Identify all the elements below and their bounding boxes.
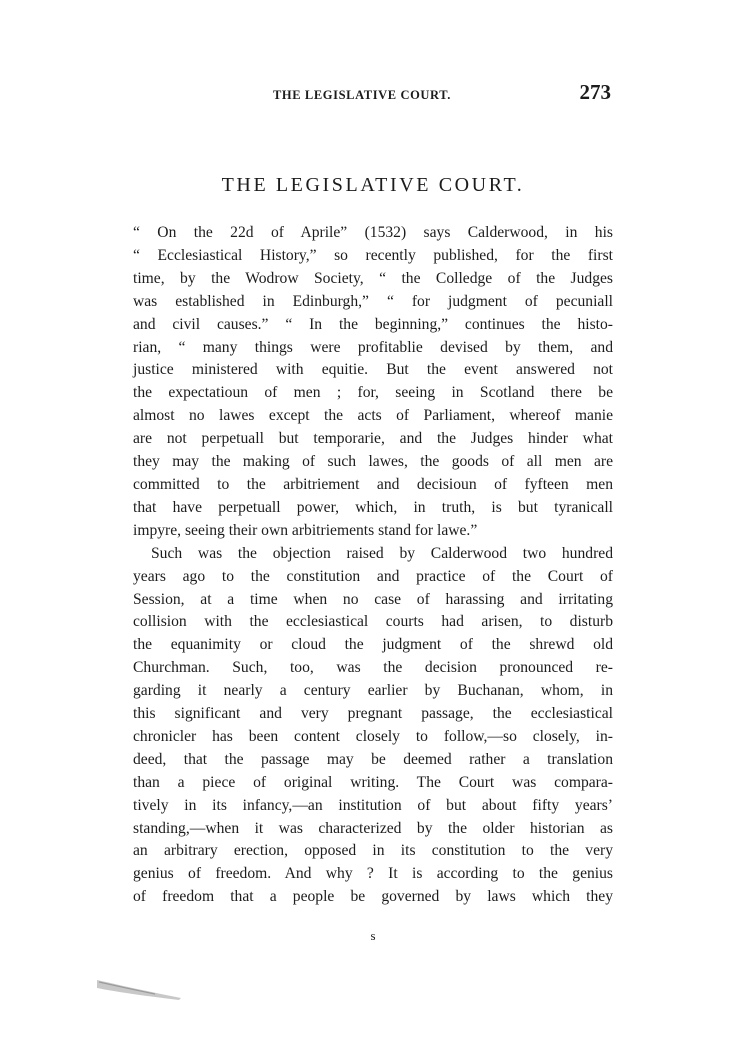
- running-title: THE LEGISLATIVE COURT.: [273, 88, 451, 102]
- text-line: “ Ecclesiastical History,” so recently published, for the first: [133, 246, 613, 264]
- text-line: almost no lawes except the acts of Parliament, whereof manie: [133, 407, 613, 425]
- text-line: and civil causes.” “ In the beginning,” continues the histo-: [133, 315, 613, 333]
- paragraph-1: [133, 222, 613, 543]
- text-line: years ago to the constitution and practice of the Court of: [133, 567, 613, 585]
- text-line: the equanimity or cloud the judgment of the shrewd old: [133, 636, 613, 654]
- scan-smudge-icon: [95, 976, 185, 1002]
- text-line: Such was the objection raised by Calderwood two hundred: [151, 544, 613, 562]
- text-line: was established in Edinburgh,” “ for judgment of pecuniall: [133, 292, 613, 310]
- text-line: Churchman. Such, too, was the decision pronounced re-: [133, 659, 613, 677]
- text-line: “ On the 22d of Aprile” (1532) says Calderwood, in his: [133, 224, 613, 241]
- text-line: time, by the Wodrow Society, “ the Colledge of the Judges: [133, 269, 613, 287]
- text-line: committed to the arbitriement and decisioun of fyfteen men: [133, 475, 613, 493]
- text-line: the expectatioun of men ; for, seeing in Scotland there be: [133, 384, 613, 402]
- text-line: than a piece of original writing. The Court was compara-: [133, 773, 613, 791]
- text-line: chronicler has been content closely to follow,—so closely, in-: [133, 727, 613, 745]
- text-line: of freedom that a people be governed by laws which they: [133, 888, 613, 906]
- page-number: 273: [579, 80, 611, 104]
- chapter-title: THE LEGISLATIVE COURT.: [221, 174, 525, 196]
- text-line: justice ministered with equitie. But the event answered not: [133, 361, 613, 379]
- text-line: that have perpetuall power, which, in truth, is but tyranicall: [133, 498, 613, 516]
- text-line: Session, at a time when no case of harassing and irritating: [133, 590, 613, 608]
- signature-mark: s: [370, 928, 376, 943]
- text-line: they may the making of such lawes, the goods of all men are: [133, 453, 613, 471]
- text-line: tively in its infancy,—an institution of but about fifty years’: [133, 796, 613, 814]
- text-line: an arbitrary erection, opposed in its constitution to the very: [133, 842, 613, 860]
- text-line: are not perpetuall but temporarie, and the Judges hinder what: [133, 430, 613, 448]
- text-line: genius of freedom. And why ? It is according to the genius: [133, 865, 613, 883]
- text-line: rian, “ many things were profitablie devised by them, and: [133, 338, 613, 356]
- text-line: standing,—when it was characterized by the older historian as: [133, 819, 613, 837]
- text-line: collision with the ecclesiastical courts had arisen, to disturb: [133, 613, 613, 631]
- text-line: deed, that the passage may be deemed rather a translation: [133, 750, 613, 768]
- text-line: impyre, seeing their own arbitriements stand for lawe.”: [133, 521, 478, 539]
- text-line: garding it nearly a century earlier by Buchanan, whom, in: [133, 682, 613, 700]
- body-text: [133, 222, 613, 909]
- paragraph-2: [133, 543, 613, 910]
- running-head: [133, 80, 613, 110]
- text-line: this significant and very pregnant passage, the ecclesiastical: [133, 705, 613, 723]
